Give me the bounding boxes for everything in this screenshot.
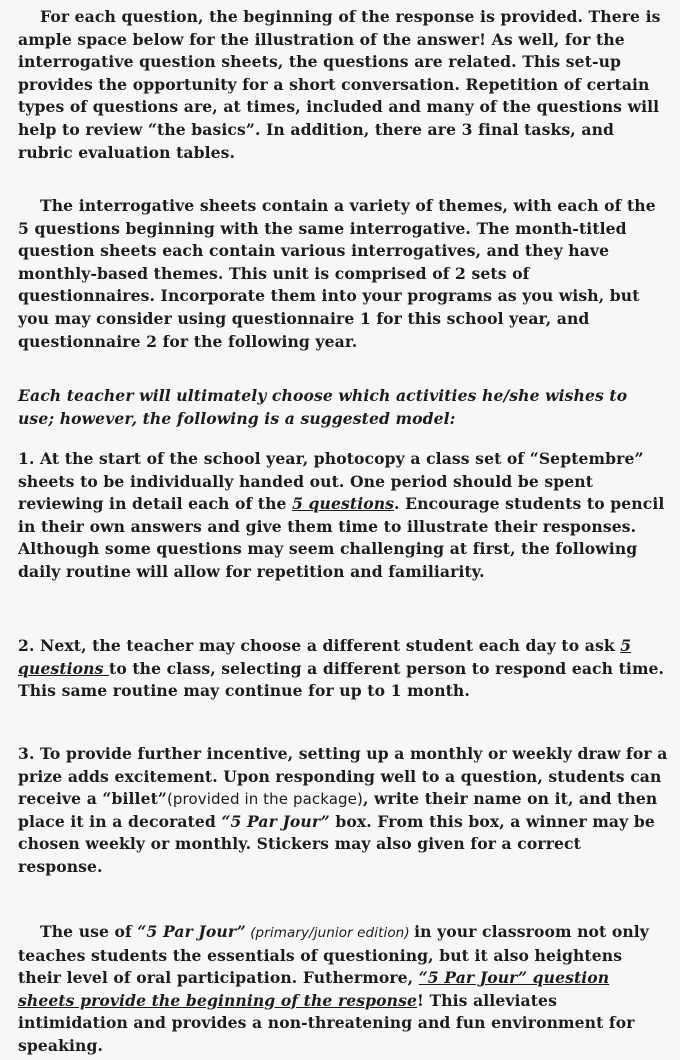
- step-1-text-cont: . Encourage students to pencil in their own answers and give them time to illustrate their responses. Although some questions may seem challenging at first, the following daily routine will allow for repetition and familiarity.: [18, 494, 665, 581]
- intro-paragraph: For each question, the beginning of the response is provided. There is ample space below for the illustration of the answer! As well, for the interrogative question sheets, the questions are related. This set-up provides the opportunity for a short conversation. Repetition of certain types of questions are, at times, included and many of the questions will help to review “the basics”. In addition, there are 3 final tasks, and rubric evaluation tables.: [18, 7, 661, 162]
- step-1-paragraph: [18, 448, 668, 584]
- step-2-paragraph: [18, 635, 668, 703]
- closing-emphasis: “5 Par Jour” question sheets provide the beginning of the response: [18, 968, 610, 1010]
- step-3-text: 3. To provide further incentive, setting up a monthly or weekly draw for a prize adds excitement. Upon responding well to a question, students can receive a “billet”: [18, 744, 668, 809]
- closing-text-cont: in your classroom not only teaches students the essentials of questioning, but it also heightens their level of oral participation. Futhermore,: [18, 922, 649, 988]
- closing-text: The use of: [40, 922, 138, 941]
- closing-title: “5 Par Jour”: [137, 922, 246, 941]
- step-3-paragraph: [18, 743, 668, 879]
- step-3-emphasis: “5 Par Jour”: [221, 811, 330, 831]
- step-3-note: (provided in the package): [166, 790, 363, 809]
- closing-paragraph: [18, 921, 668, 1058]
- step-3-text-cont: , write their name on it, and then place it in a decorated: [18, 789, 658, 831]
- closing-edition: (primary/junior edition): [245, 925, 415, 941]
- step-2-emphasis: 5 questions: [18, 636, 632, 678]
- step-2-text-cont: to the class, selecting a different person to respond each time. This same routine may continue for up to 1 month.: [18, 658, 665, 701]
- step-3-text-end: box. From this box, a winner may be chosen weekly or monthly. Stickers may also given for a correct response.: [18, 811, 655, 876]
- closing-text-end: ! This alleviates intimidation and provides a non-threatening and fun environment for speaking.: [18, 990, 635, 1055]
- themes-paragraph: The interrogative sheets contain a variety of themes, with each of the 5 questions beginning with the same interrogative. The month-titled question sheets each contain various interrogatives, and they have monthly-based themes. This unit is comprised of 2 sets of questionnaires. Incorporate them into your programs as you wish, but you may consider using questionnaire 1 for this school year, and questionnaire 2 for the following year.: [18, 196, 656, 351]
- model-intro-paragraph: Each teacher will ultimately choose which activities he/she wishes to use; however, the following is a suggested model:: [18, 386, 628, 428]
- step-1-emphasis: 5 questions: [292, 494, 395, 514]
- step-1-text: 1. At the start of the school year, photocopy a class set of “Septembre” sheets to be individually handed out. One period should be spent reviewing in detail each of the: [18, 449, 644, 514]
- step-2-text: 2. Next, the teacher may choose a different student each day to ask: [18, 636, 621, 655]
